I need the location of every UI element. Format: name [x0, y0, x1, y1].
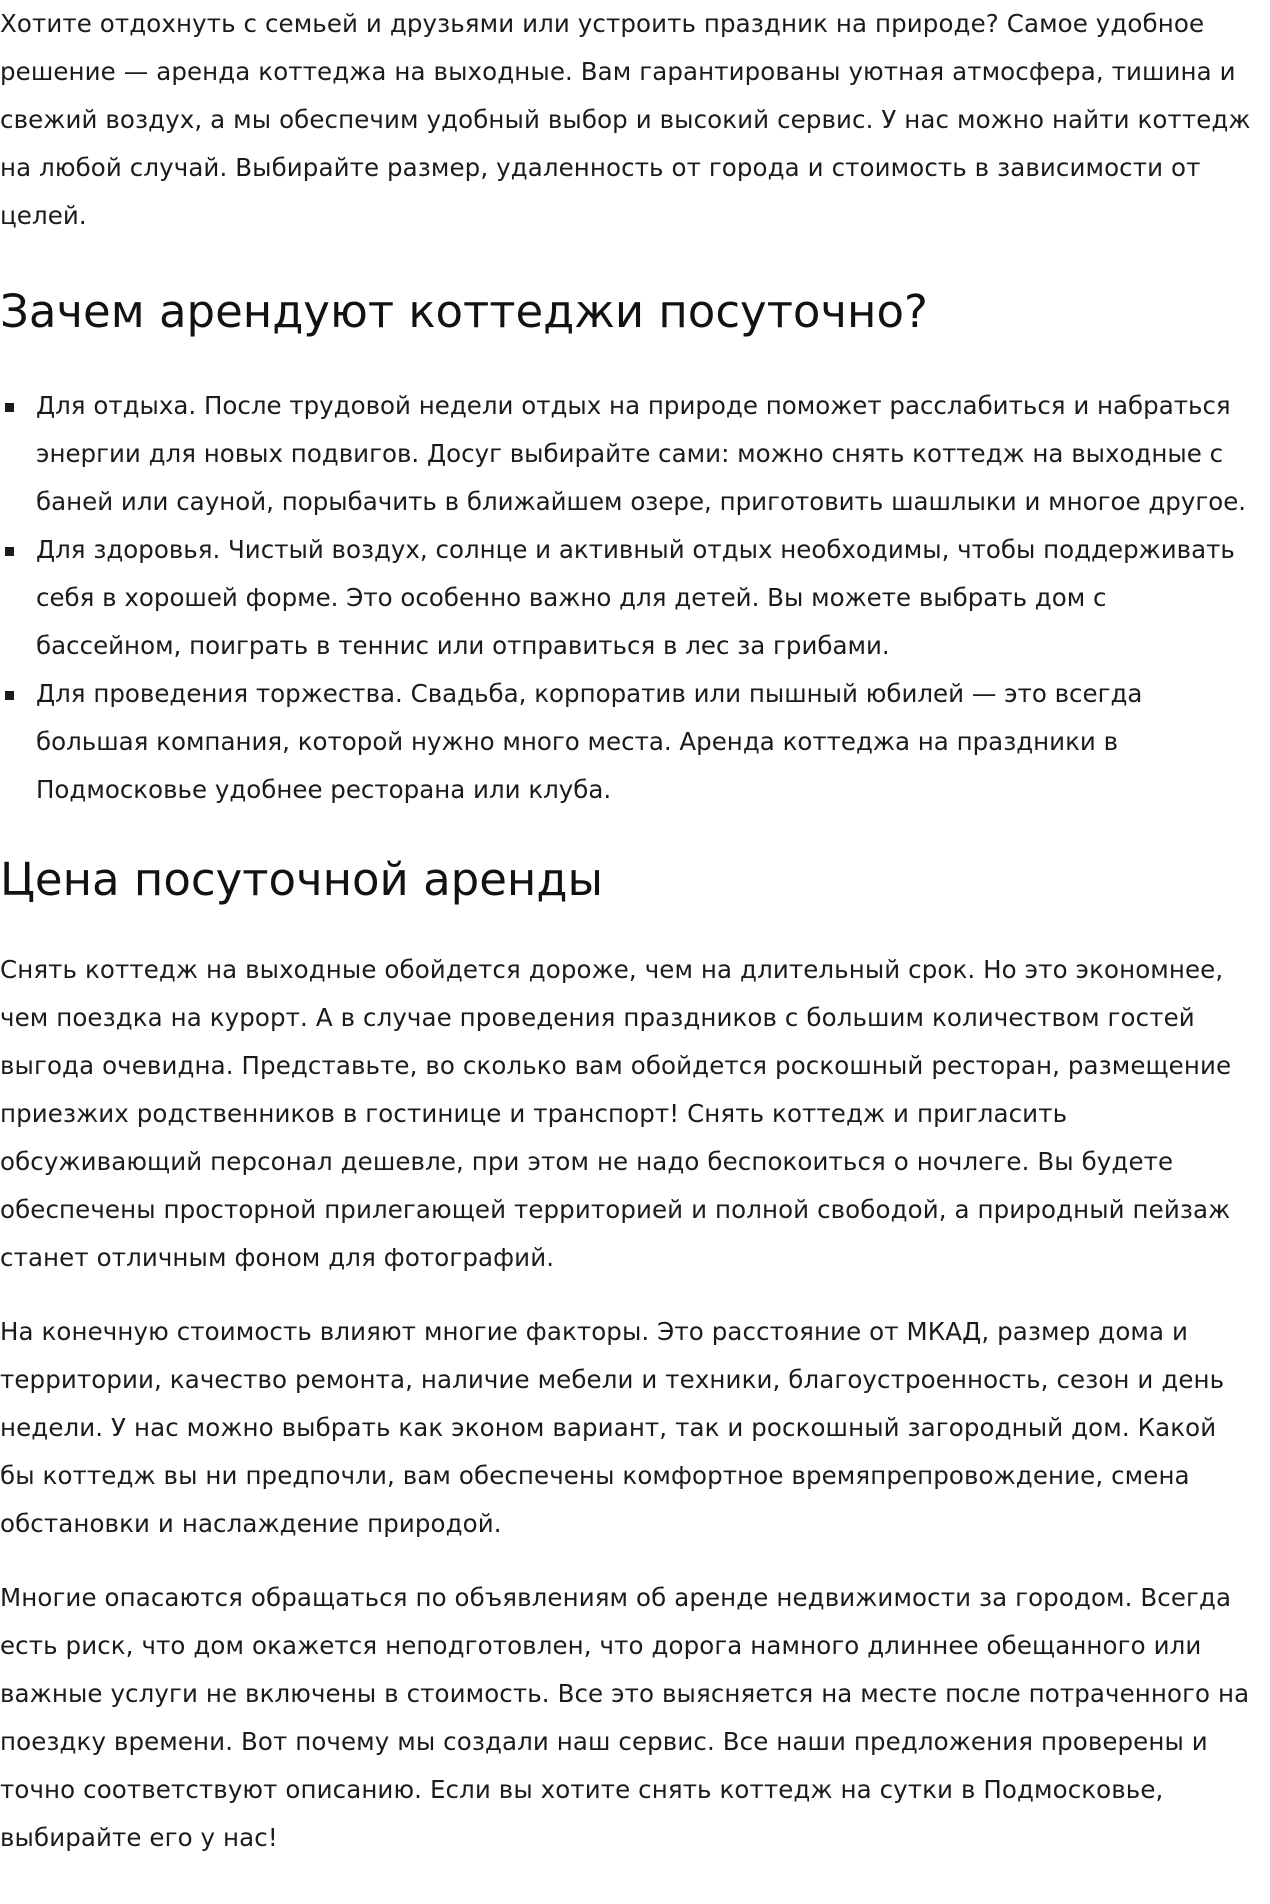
square-bullet-icon — [5, 403, 14, 412]
intro-paragraph: Хотите отдохнуть с семьей и друзьями или устроить праздник на природе? Самое удобное решение — аренда коттеджа на выходные. Вам гарантированы уютная атмосфера, тишина и свежий воздух, а мы обеспечим удобный выбор и высокий сервис. У нас можно найти коттедж на любой случай. Выбирайте размер, удаленность от города и стоимость в зависимости от целей. — [0, 9, 1251, 230]
price-paragraph: Снять коттедж на выходные обойдется дороже, чем на длительный срок. Но это экономнее, чем поездка на курорт. А в случае проведения праздников с большим количеством гостей выгода очевидна. Представьте, во сколько вам обойдется роскошный ресторан, размещение приезжих родственников в гостинице и транспорт! Снять коттедж и пригласить обсуживающий персонал дешевле, при этом не надо беспокоиться о ночлеге. Вы будете обеспечены просторной прилегающей территорией и полной свободой, а природный пейзаж станет отличным фоном для фотографий. — [0, 955, 1232, 1272]
price-heading: Цена посуточной аренды — [0, 853, 603, 906]
list-item — [0, 382, 1270, 526]
why-rent-heading: Зачем арендуют коттеджи посуточно? — [0, 285, 928, 338]
list-item-text: Для отдыха. После трудовой недели отдых на природе поможет расслабиться и набраться энергии для новых подвигов. Досуг выбирайте сами: можно снять коттедж на выходные с баней или сауной, порыбачить в ближайшем озере, приготовить шашлыки и многое другое. — [36, 391, 1247, 516]
square-bullet-icon — [5, 691, 14, 700]
price-paragraph: Многие опасаются обращаться по объявлениям об аренде недвижимости за городом. Всегда есть риск, что дом окажется неподготовлен, что дорога намного длиннее обещанного или важные услуги не включены в стоимость. Все это выясняется на месте после потраченного на поездку времени. Вот почему мы создали наш сервис. Все наши предложения проверены и точно соответствуют описанию. Если вы хотите снять коттедж на сутки в Подмосковье, выбирайте его у нас! — [0, 1583, 1250, 1852]
list-item — [0, 670, 1270, 814]
list-item — [0, 526, 1270, 670]
list-item-text: Для здоровья. Чистый воздух, солнце и активный отдых необходимы, чтобы поддерживать себя в хорошей форме. Это особенно важно для детей. Вы можете выбрать дом с бассейном, поиграть в теннис или отправиться в лес за грибами. — [36, 535, 1235, 660]
square-bullet-icon — [5, 547, 14, 556]
price-paragraph: На конечную стоимость влияют многие факторы. Это расстояние от МКАД, размер дома и территории, качество ремонта, наличие мебели и техники, благоустроенность, сезон и день недели. У нас можно выбрать как эконом вариант, так и роскошный загородный дом. Какой бы коттедж вы ни предпочли, вам обеспечены комфортное времяпрепровождение, смена обстановки и наслаждение природой. — [0, 1317, 1225, 1538]
reasons-list — [0, 382, 1270, 814]
list-item-text: Для проведения торжества. Свадьба, корпоратив или пышный юбилей — это всегда большая компания, которой нужно много места. Аренда коттеджа на праздники в Подмосковье удобнее ресторана или клуба. — [36, 679, 1143, 804]
